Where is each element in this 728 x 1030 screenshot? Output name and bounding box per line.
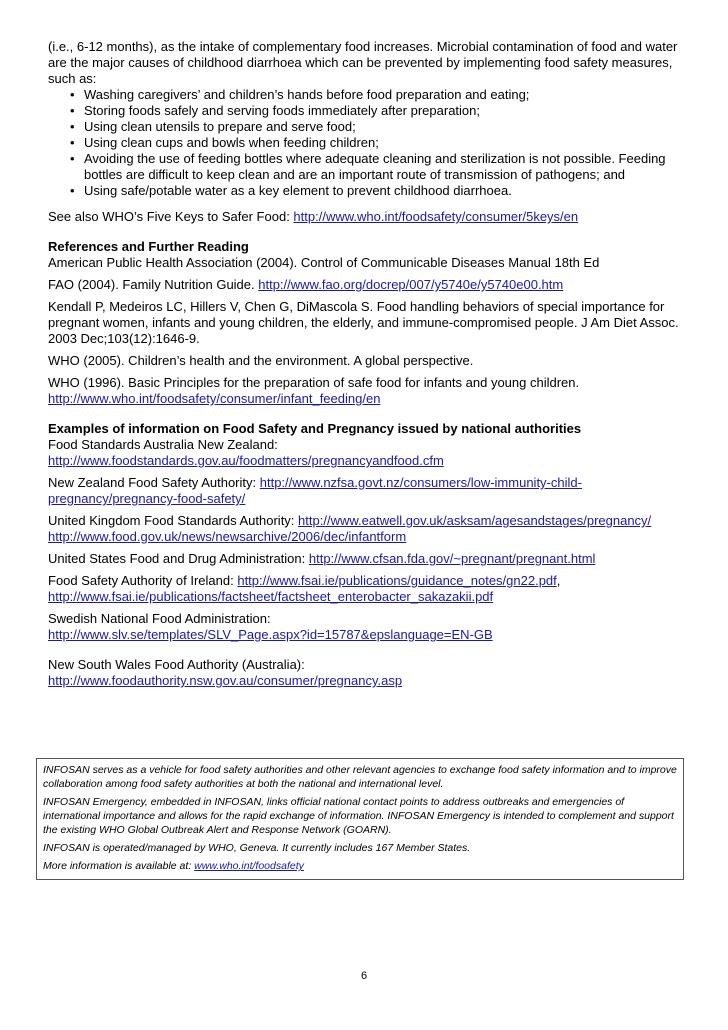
ie-label: Food Safety Authority of Ireland: — [48, 573, 238, 588]
see-also-text: See also WHO’s Five Keys to Safer Food: — [48, 209, 294, 224]
fao-link[interactable]: http://www.fao.org/docrep/007/y5740e/y5740e00.htm — [258, 277, 564, 292]
reference-fao-text: FAO (2004). Family Nutrition Guide. — [48, 277, 259, 292]
uk-eatwell-link[interactable]: http://www.eatwell.gov.uk/asksam/agesandstages/pregnancy/ — [298, 513, 652, 528]
list-item: • Using safe/potable water as a key element to prevent childhood diarrhoea. — [84, 183, 688, 199]
ie-separator: , — [556, 573, 561, 588]
references-section — [48, 239, 688, 407]
fsai-factsheet-link[interactable]: http://www.fsai.ie/publications/factsheet/factsheet_enterobacter_sakazakii.pdf — [48, 589, 494, 604]
fsanz-link[interactable]: http://www.foodstandards.gov.au/foodmatters/pregnancyandfood.cfm — [48, 453, 444, 468]
infosan-more-info — [43, 859, 679, 873]
us-label: United States Food and Drug Administration: — [48, 551, 309, 566]
reference-fao — [48, 277, 688, 293]
example-uk — [48, 513, 688, 545]
us-fda-link[interactable]: http://www.cfsan.fda.gov/~pregnant/pregnant.html — [308, 551, 596, 566]
intro-paragraph: (i.e., 6-12 months), as the intake of complementary food increases. Microbial contamination of food and water are the major causes of childhood diarrhoea which can be prevented by implementing food safety measures, such as: — [48, 39, 678, 86]
example-us — [48, 551, 688, 567]
list-item: • Storing foods safely and serving foods immediately after preparation; — [84, 103, 688, 119]
uk-food-gov-link[interactable]: http://www.food.gov.uk/news/newsarchive/2006/dec/infantform — [48, 529, 407, 544]
list-item: • Washing caregivers’ and children’s hands before food preparation and eating; — [84, 87, 688, 103]
se-label: Swedish National Food Administration: — [48, 611, 271, 626]
reference-who-1996 — [48, 375, 688, 407]
fsanz-label: Food Standards Australia New Zealand: — [48, 437, 278, 452]
examples-section — [48, 421, 688, 689]
example-sweden — [48, 611, 688, 643]
document-body — [48, 39, 688, 695]
infosan-more-info-text: More information is available at: — [43, 860, 195, 872]
uk-label: United Kingdom Food Standards Authority: — [48, 513, 299, 528]
see-also-line — [48, 209, 688, 225]
reference-who-2005: WHO (2005). Children’s health and the environment. A global perspective. — [48, 353, 474, 368]
references-heading: References and Further Reading — [48, 239, 249, 254]
nz-label: New Zealand Food Safety Authority: — [48, 475, 260, 490]
list-item: • Avoiding the use of feeding bottles where adequate cleaning and sterilization is not possible. Feeding bottles are difficult to keep clean and are an important route of transmission of pathogens; and — [84, 151, 688, 183]
infosan-box — [36, 758, 684, 880]
slv-link[interactable]: http://www.slv.se/templates/SLV_Page.aspx?id=15787&epslanguage=EN-GB — [48, 627, 493, 642]
examples-heading: Examples of information on Food Safety and Pregnancy issued by national authorities — [48, 421, 582, 436]
example-ireland — [48, 573, 688, 605]
example-fsanz — [48, 437, 688, 469]
list-item: • Using clean utensils to prepare and serve food; — [84, 119, 688, 135]
who-foodsafety-link[interactable]: www.who.int/foodsafety — [194, 860, 304, 872]
infosan-operated-paragraph: INFOSAN is operated/managed by WHO, Geneva. It currently includes 167 Member States. — [43, 842, 471, 854]
infosan-paragraph: INFOSAN serves as a vehicle for food safety authorities and other relevant agencies to exchange food safety information and to improve collaboration among food safety authorities at both the national and international level. — [43, 764, 677, 790]
nz-link[interactable]: http://www.nzfsa.govt.nz/consumers/low-immunity-child-pregnancy/pregnancy-food-safety/ — [48, 475, 582, 506]
fsai-gn22-link[interactable]: http://www.fsai.ie/publications/guidance_notes/gn22.pdf — [237, 573, 557, 588]
five-keys-link[interactable]: http://www.who.int/foodsafety/consumer/5keys/en — [293, 209, 579, 224]
nsw-label: New South Wales Food Authority (Australia): — [48, 657, 305, 672]
page-number: 6 — [360, 970, 368, 982]
infant-feeding-link[interactable]: http://www.who.int/foodsafety/consumer/infant_feeding/en — [48, 391, 381, 406]
example-nsw — [48, 657, 688, 689]
list-item: • Using clean cups and bowls when feeding children; — [84, 135, 688, 151]
example-nz — [48, 475, 688, 507]
food-safety-measures-list — [48, 87, 688, 199]
reference-who-1996-text: WHO (1996). Basic Principles for the preparation of safe food for infants and young children. — [48, 375, 580, 390]
reference-apha: American Public Health Association (2004). Control of Communicable Diseases Manual 18th Ed — [48, 255, 600, 270]
nsw-link[interactable]: http://www.foodauthority.nsw.gov.au/consumer/pregnancy.asp — [48, 673, 403, 688]
reference-kendall: Kendall P, Medeiros LC, Hillers V, Chen G, DiMascola S. Food handling behaviors of special importance for pregnant women, infants and young children, the elderly, and immune-compromised people. J Am Diet Assoc. 2003 Dec;103(12):1646-9. — [48, 299, 679, 346]
infosan-emergency-paragraph: INFOSAN Emergency, embedded in INFOSAN, links official national contact points to address outbreaks and emergencies of international importance and allows for the rapid exchange of information. INFOSAN Emergency is intended to complement and support the existing WHO Global Outbreak Alert and Response Network (GOARN). — [43, 796, 674, 836]
